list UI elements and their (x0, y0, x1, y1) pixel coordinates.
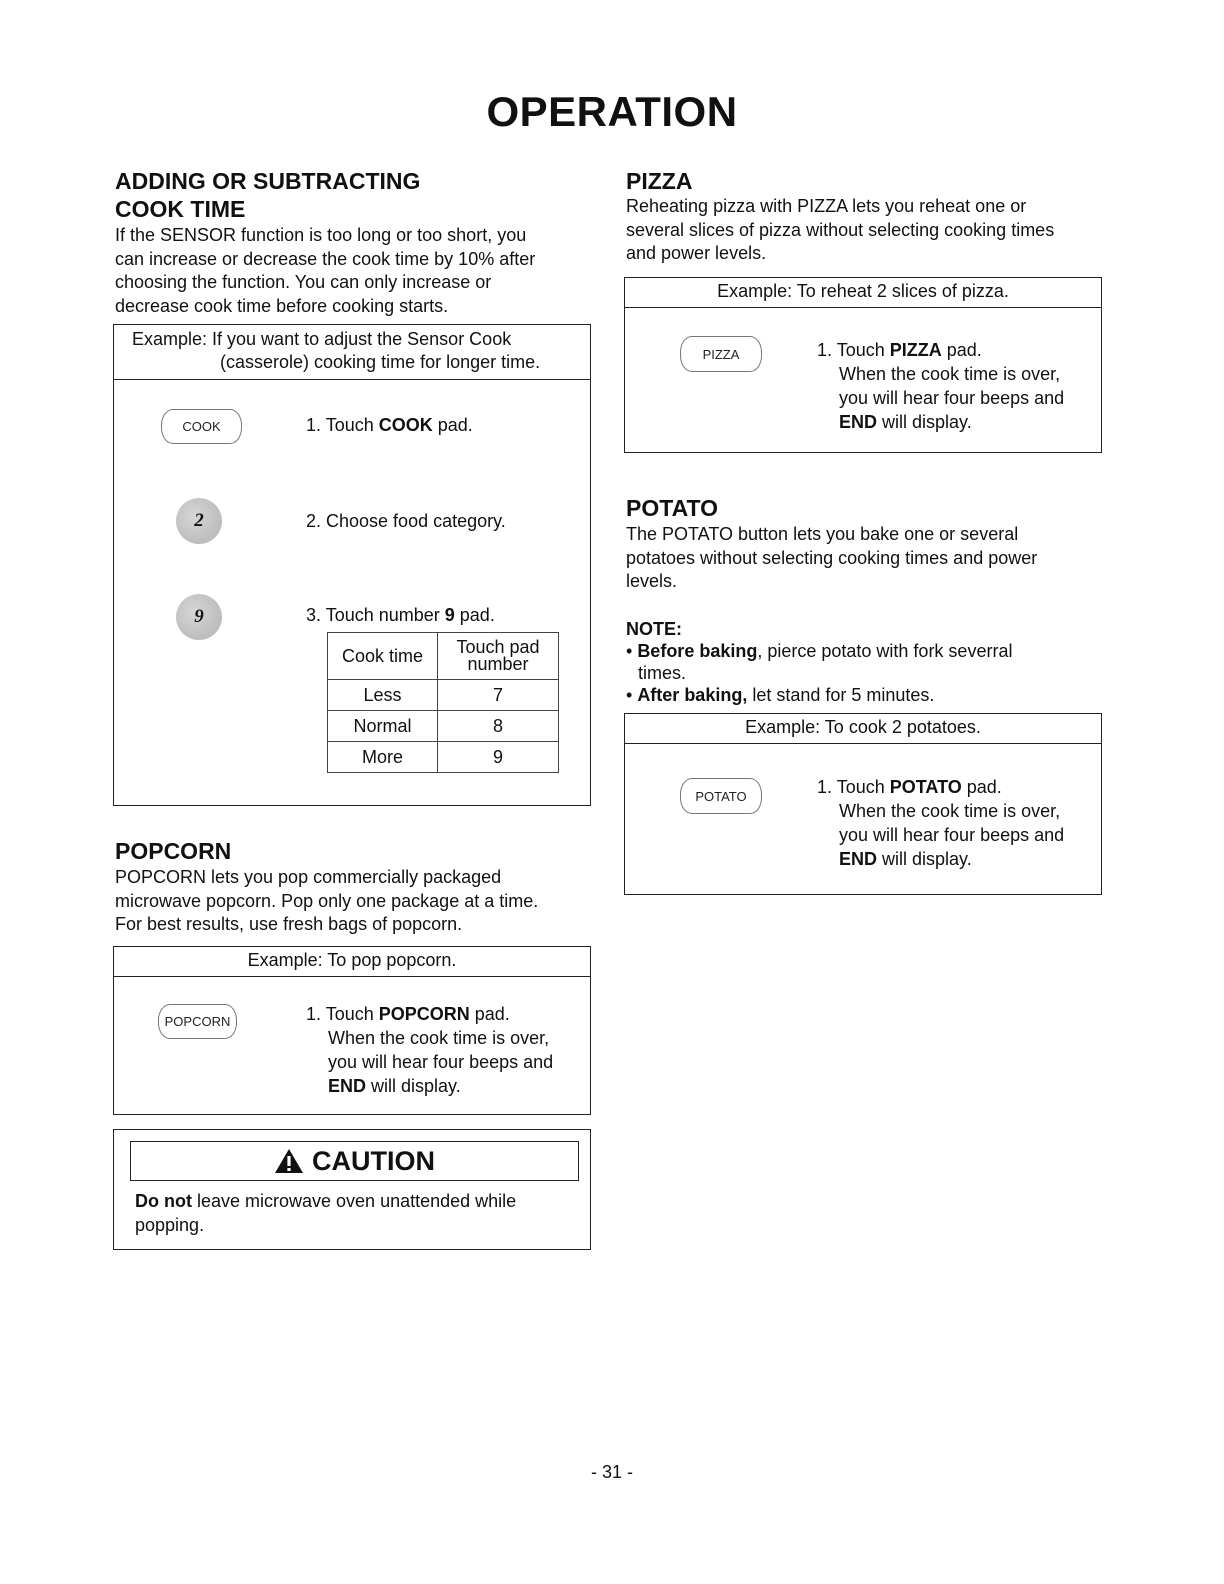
table-cell: Normal (328, 711, 438, 742)
note-keyword: Before baking (637, 641, 758, 661)
cook-time-table (327, 632, 559, 773)
paragraph-line: and power levels. (626, 243, 767, 263)
step-text: pad. (961, 777, 1002, 797)
section-heading-popcorn: POPCORN (115, 838, 232, 864)
note-item: • After baking, let stand for 5 minutes. (626, 685, 935, 705)
paragraph-line: microwave popcorn. Pop only one package at a time. (115, 890, 539, 911)
step-text: When the cook time is over, (328, 1028, 550, 1048)
pizza-paragraph (626, 195, 1116, 266)
table-row (328, 742, 559, 773)
step-text: you will hear four beeps and (839, 388, 1065, 408)
cook-pad-icon: COOK (161, 409, 242, 444)
page-title: OPERATION (486, 88, 738, 135)
step-text: 3. Touch number (306, 605, 445, 625)
paragraph-line: decrease cook time before cooking starts. (115, 295, 449, 316)
section-heading-potato: POTATO (626, 495, 718, 521)
paragraph-line: For best results, use fresh bags of popcorn. (115, 914, 463, 934)
step-text: will display. (877, 849, 972, 869)
heading-line: ADDING OR SUBTRACTING (115, 168, 421, 194)
table-cell: 9 (438, 742, 559, 773)
step-1 (817, 338, 1064, 434)
step-text (817, 410, 1064, 434)
step-1 (306, 1002, 553, 1098)
step-text: 1. Touch (817, 777, 890, 797)
note-heading: NOTE: (626, 619, 682, 639)
table-cell: 7 (438, 680, 559, 711)
warning-triangle-icon (274, 1148, 304, 1174)
heading-line: COOK TIME (115, 196, 246, 222)
example-header: Example: To cook 2 potatoes. (625, 714, 1101, 744)
step-keyword: END (839, 412, 878, 432)
potato-pad-icon: POTATO (680, 778, 762, 814)
table-header-cell (438, 633, 559, 680)
step-keyword: END (839, 849, 878, 869)
table-row (328, 711, 559, 742)
step-text: 1. Touch (306, 1004, 379, 1024)
step-text: pad. (454, 605, 495, 625)
step-text: you will hear four beeps and (328, 1052, 554, 1072)
note-text: let stand for 5 minutes. (747, 685, 935, 705)
table-row (328, 680, 559, 711)
number-pad-9-icon: 9 (176, 594, 222, 640)
section-heading-pizza: PIZZA (626, 168, 693, 194)
step-text: pad. (469, 1004, 510, 1024)
step-text: will display. (366, 1076, 461, 1096)
step-text: pad. (941, 340, 982, 360)
caution-line: popping. (135, 1214, 205, 1235)
caution-title: CAUTION (312, 1146, 435, 1176)
potato-note (626, 618, 1116, 706)
example-header: Example: To reheat 2 slices of pizza. (625, 278, 1101, 308)
step-text: When the cook time is over, (839, 364, 1061, 384)
potato-paragraph (626, 523, 1116, 594)
paragraph-line: The POTATO button lets you bake one or several (626, 524, 1019, 544)
step-text: you will hear four beeps and (839, 825, 1065, 845)
example-text: (casserole) cooking time for longer time. (220, 352, 541, 372)
step-2: 2. Choose food category. (306, 511, 506, 531)
step-keyword: END (328, 1076, 367, 1096)
step-text: 1. Touch (817, 340, 890, 360)
example-header: Example: To pop popcorn. (114, 947, 590, 977)
paragraph-line: POPCORN lets you pop commercially packaged (115, 867, 502, 887)
header-line: Touch pad (456, 637, 540, 657)
step-keyword: POTATO (889, 777, 962, 797)
note-text: , pierce potato with fork severral (757, 641, 1013, 661)
popcorn-paragraph (115, 866, 595, 937)
step-1 (306, 413, 473, 437)
adjust-paragraph (115, 224, 595, 318)
step-3 (306, 603, 495, 627)
section-heading-adjust-cook-time (115, 167, 420, 223)
step-text: 1. Touch (306, 415, 379, 435)
step-text: will display. (877, 412, 972, 432)
table-cell: Less (328, 680, 438, 711)
paragraph-line: can increase or decrease the cook time by 10% after (115, 248, 536, 269)
paragraph-line: several slices of pizza without selecting cooking times (626, 219, 1055, 240)
step-text (817, 847, 1064, 871)
step-keyword: 9 (444, 605, 455, 625)
step-text: pad. (432, 415, 473, 435)
table-header-row (328, 633, 559, 680)
step-text: When the cook time is over, (839, 801, 1061, 821)
note-text: times. (638, 663, 687, 683)
example-header (114, 325, 590, 380)
number-pad-2-icon: 2 (176, 498, 222, 544)
table-header-cell: Cook time (328, 633, 438, 680)
paragraph-line: potatoes without selecting cooking times and power (626, 547, 1038, 568)
step-1 (817, 775, 1064, 871)
paragraph-line: If the SENSOR function is too long or too short, you (115, 225, 527, 245)
header-line: number (467, 654, 529, 674)
note-item: • Before baking, pierce potato with fork severral (626, 641, 1013, 661)
pizza-pad-icon: PIZZA (680, 336, 762, 372)
caution-line (135, 1190, 585, 1214)
step-keyword: COOK (378, 415, 433, 435)
popcorn-pad-icon: POPCORN (158, 1004, 237, 1039)
example-text: Example: If you want to adjust the Sensor Cook (132, 329, 512, 349)
caution-line-text: leave microwave oven unattended while (191, 1191, 517, 1211)
paragraph-line: choosing the function. You can only increase or (115, 272, 492, 292)
caution-keyword: Do not (135, 1191, 192, 1211)
caution-header (130, 1141, 579, 1181)
paragraph-line: Reheating pizza with PIZZA lets you reheat one or (626, 196, 1027, 216)
page-number: - 31 - (590, 1462, 633, 1482)
paragraph-line: levels. (626, 571, 678, 591)
table-cell: 8 (438, 711, 559, 742)
step-text (306, 1074, 553, 1098)
table-cell: More (328, 742, 438, 773)
caution-text (135, 1190, 585, 1237)
note-keyword: After baking, (637, 685, 748, 705)
step-keyword: PIZZA (889, 340, 942, 360)
step-keyword: POPCORN (378, 1004, 470, 1024)
